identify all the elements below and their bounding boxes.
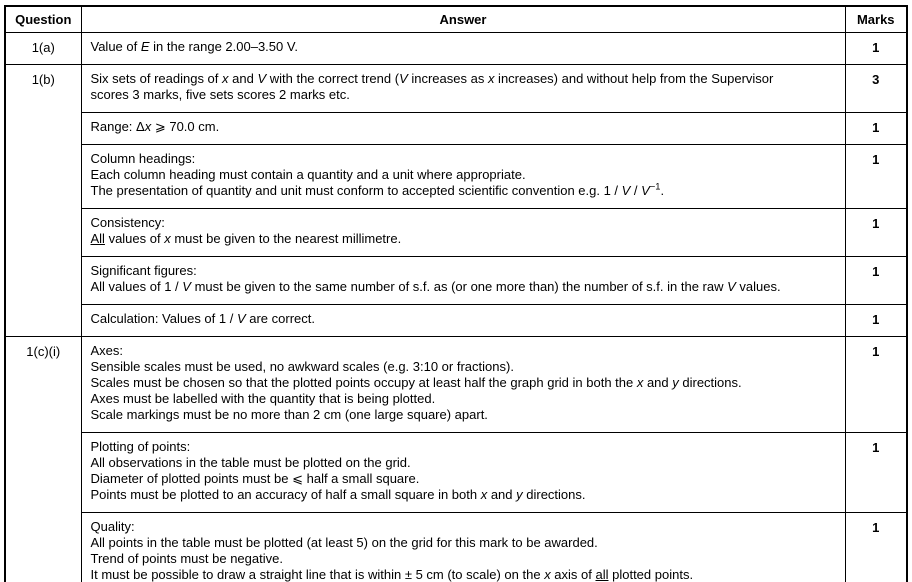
text-segment: Six sets of readings of	[90, 71, 223, 86]
table-row	[5, 433, 907, 513]
text-segment: axis of	[550, 567, 596, 582]
text-segment: E	[140, 39, 150, 54]
answer-line	[91, 519, 837, 535]
mark-table-body	[5, 33, 907, 582]
text-segment: Scales must be chosen so that the plotted points occupy at least half the graph grid in both the	[90, 375, 637, 390]
text-segment: Scale markings must be no more than 2 cm (one large square) apart.	[90, 407, 488, 422]
text-segment: with the correct trend (	[266, 71, 400, 86]
text-segment: x	[636, 375, 644, 390]
text-segment: Calculation: Values of 1 /	[90, 311, 237, 326]
text-segment: scores 3 marks, five sets scores 2 marks etc.	[90, 87, 350, 102]
table-row	[5, 257, 907, 305]
table-row	[5, 113, 907, 145]
marks-cell: 1	[845, 113, 907, 145]
marks-cell: 1	[845, 209, 907, 257]
answer-cell	[81, 145, 845, 209]
answer-cell	[81, 257, 845, 305]
text-segment: V	[621, 183, 631, 198]
answer-line	[91, 535, 837, 551]
text-segment: y	[516, 487, 523, 502]
text-segment: Axes:	[90, 343, 124, 358]
answer-line	[91, 455, 837, 471]
answer-line	[91, 231, 837, 247]
text-segment: all	[595, 567, 609, 582]
text-segment: Column headings:	[90, 151, 196, 166]
text-segment: Each column heading must contain a quantity and a unit where appropriate.	[90, 167, 526, 182]
answer-cell	[81, 209, 845, 257]
text-segment: V	[182, 279, 191, 294]
table-row	[5, 337, 907, 433]
text-segment: increases as	[407, 71, 488, 86]
text-segment: in the range 2.00–3.50 V.	[149, 39, 298, 54]
header-cell-answer: Answer	[81, 6, 845, 33]
text-segment: Axes must be labelled with the quantity that is being plotted.	[90, 391, 436, 406]
answer-line	[91, 375, 837, 391]
text-segment: Significant figures:	[90, 263, 197, 278]
answer-line	[91, 567, 837, 582]
table-header-row	[5, 6, 907, 33]
text-segment: All points in the table must be plotted (at least 5) on the grid for this mark to be awarded.	[90, 535, 598, 550]
text-segment: Trend of points must be negative.	[90, 551, 283, 566]
answer-cell	[81, 113, 845, 145]
text-segment: It must be possible to draw a straight line that is within ± 5 cm (to scale) on the	[90, 567, 545, 582]
text-segment: .	[660, 183, 665, 198]
answer-line	[91, 87, 837, 103]
answer-line	[91, 391, 837, 407]
text-segment: increases) and without help from the Supervisor	[494, 71, 774, 86]
text-segment: Diameter of plotted points must be ⩽ half a small square.	[90, 471, 420, 486]
text-segment: Range: Δ	[90, 119, 145, 134]
text-segment: x	[222, 71, 229, 86]
question-number-cell: 1(c)(i)	[5, 337, 81, 582]
question-number-cell: 1(b)	[5, 65, 81, 337]
text-segment: All observations in the table must be plotted on the grid.	[90, 455, 411, 470]
answer-line	[91, 407, 837, 423]
marks-cell: 1	[845, 433, 907, 513]
text-segment: All values of 1 /	[90, 279, 183, 294]
answer-cell	[81, 65, 845, 113]
answer-line	[91, 39, 837, 55]
text-segment: The presentation of quantity and unit must conform to accepted scientific convention e.g. 1 /	[90, 183, 622, 198]
text-segment: plotted points.	[608, 567, 694, 582]
answer-line	[91, 279, 837, 295]
text-segment: Consistency:	[90, 215, 165, 230]
table-row	[5, 145, 907, 209]
answer-line	[91, 215, 837, 231]
text-segment: Plotting of points:	[90, 439, 191, 454]
marks-cell: 3	[845, 65, 907, 113]
answer-line	[91, 439, 837, 455]
text-segment: are correct.	[245, 311, 315, 326]
text-segment: V	[641, 183, 650, 198]
marks-cell: 1	[845, 257, 907, 305]
header-cell-question: Question	[5, 6, 81, 33]
text-segment: V	[236, 311, 246, 326]
answer-line	[91, 471, 837, 487]
answer-cell	[81, 433, 845, 513]
answer-line	[91, 551, 837, 567]
text-segment: Value of	[90, 39, 141, 54]
answer-cell	[81, 33, 845, 65]
text-segment: V	[257, 71, 267, 86]
text-segment: directions.	[678, 375, 742, 390]
text-segment: x	[164, 231, 171, 246]
mark-scheme-table	[4, 5, 908, 582]
text-segment: x	[480, 487, 488, 502]
table-row	[5, 33, 907, 65]
table-row	[5, 209, 907, 257]
text-segment: x	[544, 567, 551, 582]
answer-line	[91, 263, 837, 279]
answer-line	[91, 359, 837, 375]
answer-cell	[81, 305, 845, 337]
text-segment: directions.	[522, 487, 586, 502]
text-segment: must be given to the same number of s.f. as (or one more than) the number of s.f. in the raw	[190, 279, 728, 294]
text-segment: V	[727, 279, 736, 294]
text-segment: x	[487, 71, 495, 86]
text-segment: Sensible scales must be used, no awkward scales (e.g. 3:10 or fractions).	[90, 359, 514, 374]
text-segment: Points must be plotted to an accuracy of half a small square in both	[90, 487, 481, 502]
answer-line	[91, 183, 837, 199]
answer-cell	[81, 337, 845, 433]
table-row	[5, 305, 907, 337]
answer-line	[91, 487, 837, 503]
answer-cell	[81, 513, 845, 582]
text-segment: values.	[735, 279, 781, 294]
text-segment: All	[90, 231, 105, 246]
answer-line	[91, 311, 837, 327]
text-segment: ⩾ 70.0 cm.	[151, 119, 220, 134]
text-segment: y	[672, 375, 679, 390]
text-segment: values of	[104, 231, 165, 246]
answer-line	[91, 343, 837, 359]
text-segment: must be given to the nearest millimetre.	[170, 231, 402, 246]
marks-cell: 1	[845, 337, 907, 433]
marks-cell: 1	[845, 33, 907, 65]
text-segment: x	[144, 119, 152, 134]
marks-cell: 1	[845, 305, 907, 337]
table-row	[5, 65, 907, 113]
answer-line	[91, 151, 837, 167]
header-cell-marks: Marks	[845, 6, 907, 33]
answer-line	[91, 119, 837, 135]
question-number-cell: 1(a)	[5, 33, 81, 65]
text-segment: and	[228, 71, 258, 86]
marks-cell: 1	[845, 145, 907, 209]
text-segment: and	[487, 487, 517, 502]
table-row	[5, 513, 907, 582]
marks-cell: 1	[845, 513, 907, 582]
text-segment: V	[399, 71, 408, 86]
text-segment: −1	[649, 181, 661, 192]
text-segment: Quality:	[90, 519, 135, 534]
answer-line	[91, 71, 837, 87]
text-segment: and	[643, 375, 673, 390]
answer-line	[91, 167, 837, 183]
text-segment: /	[630, 183, 642, 198]
